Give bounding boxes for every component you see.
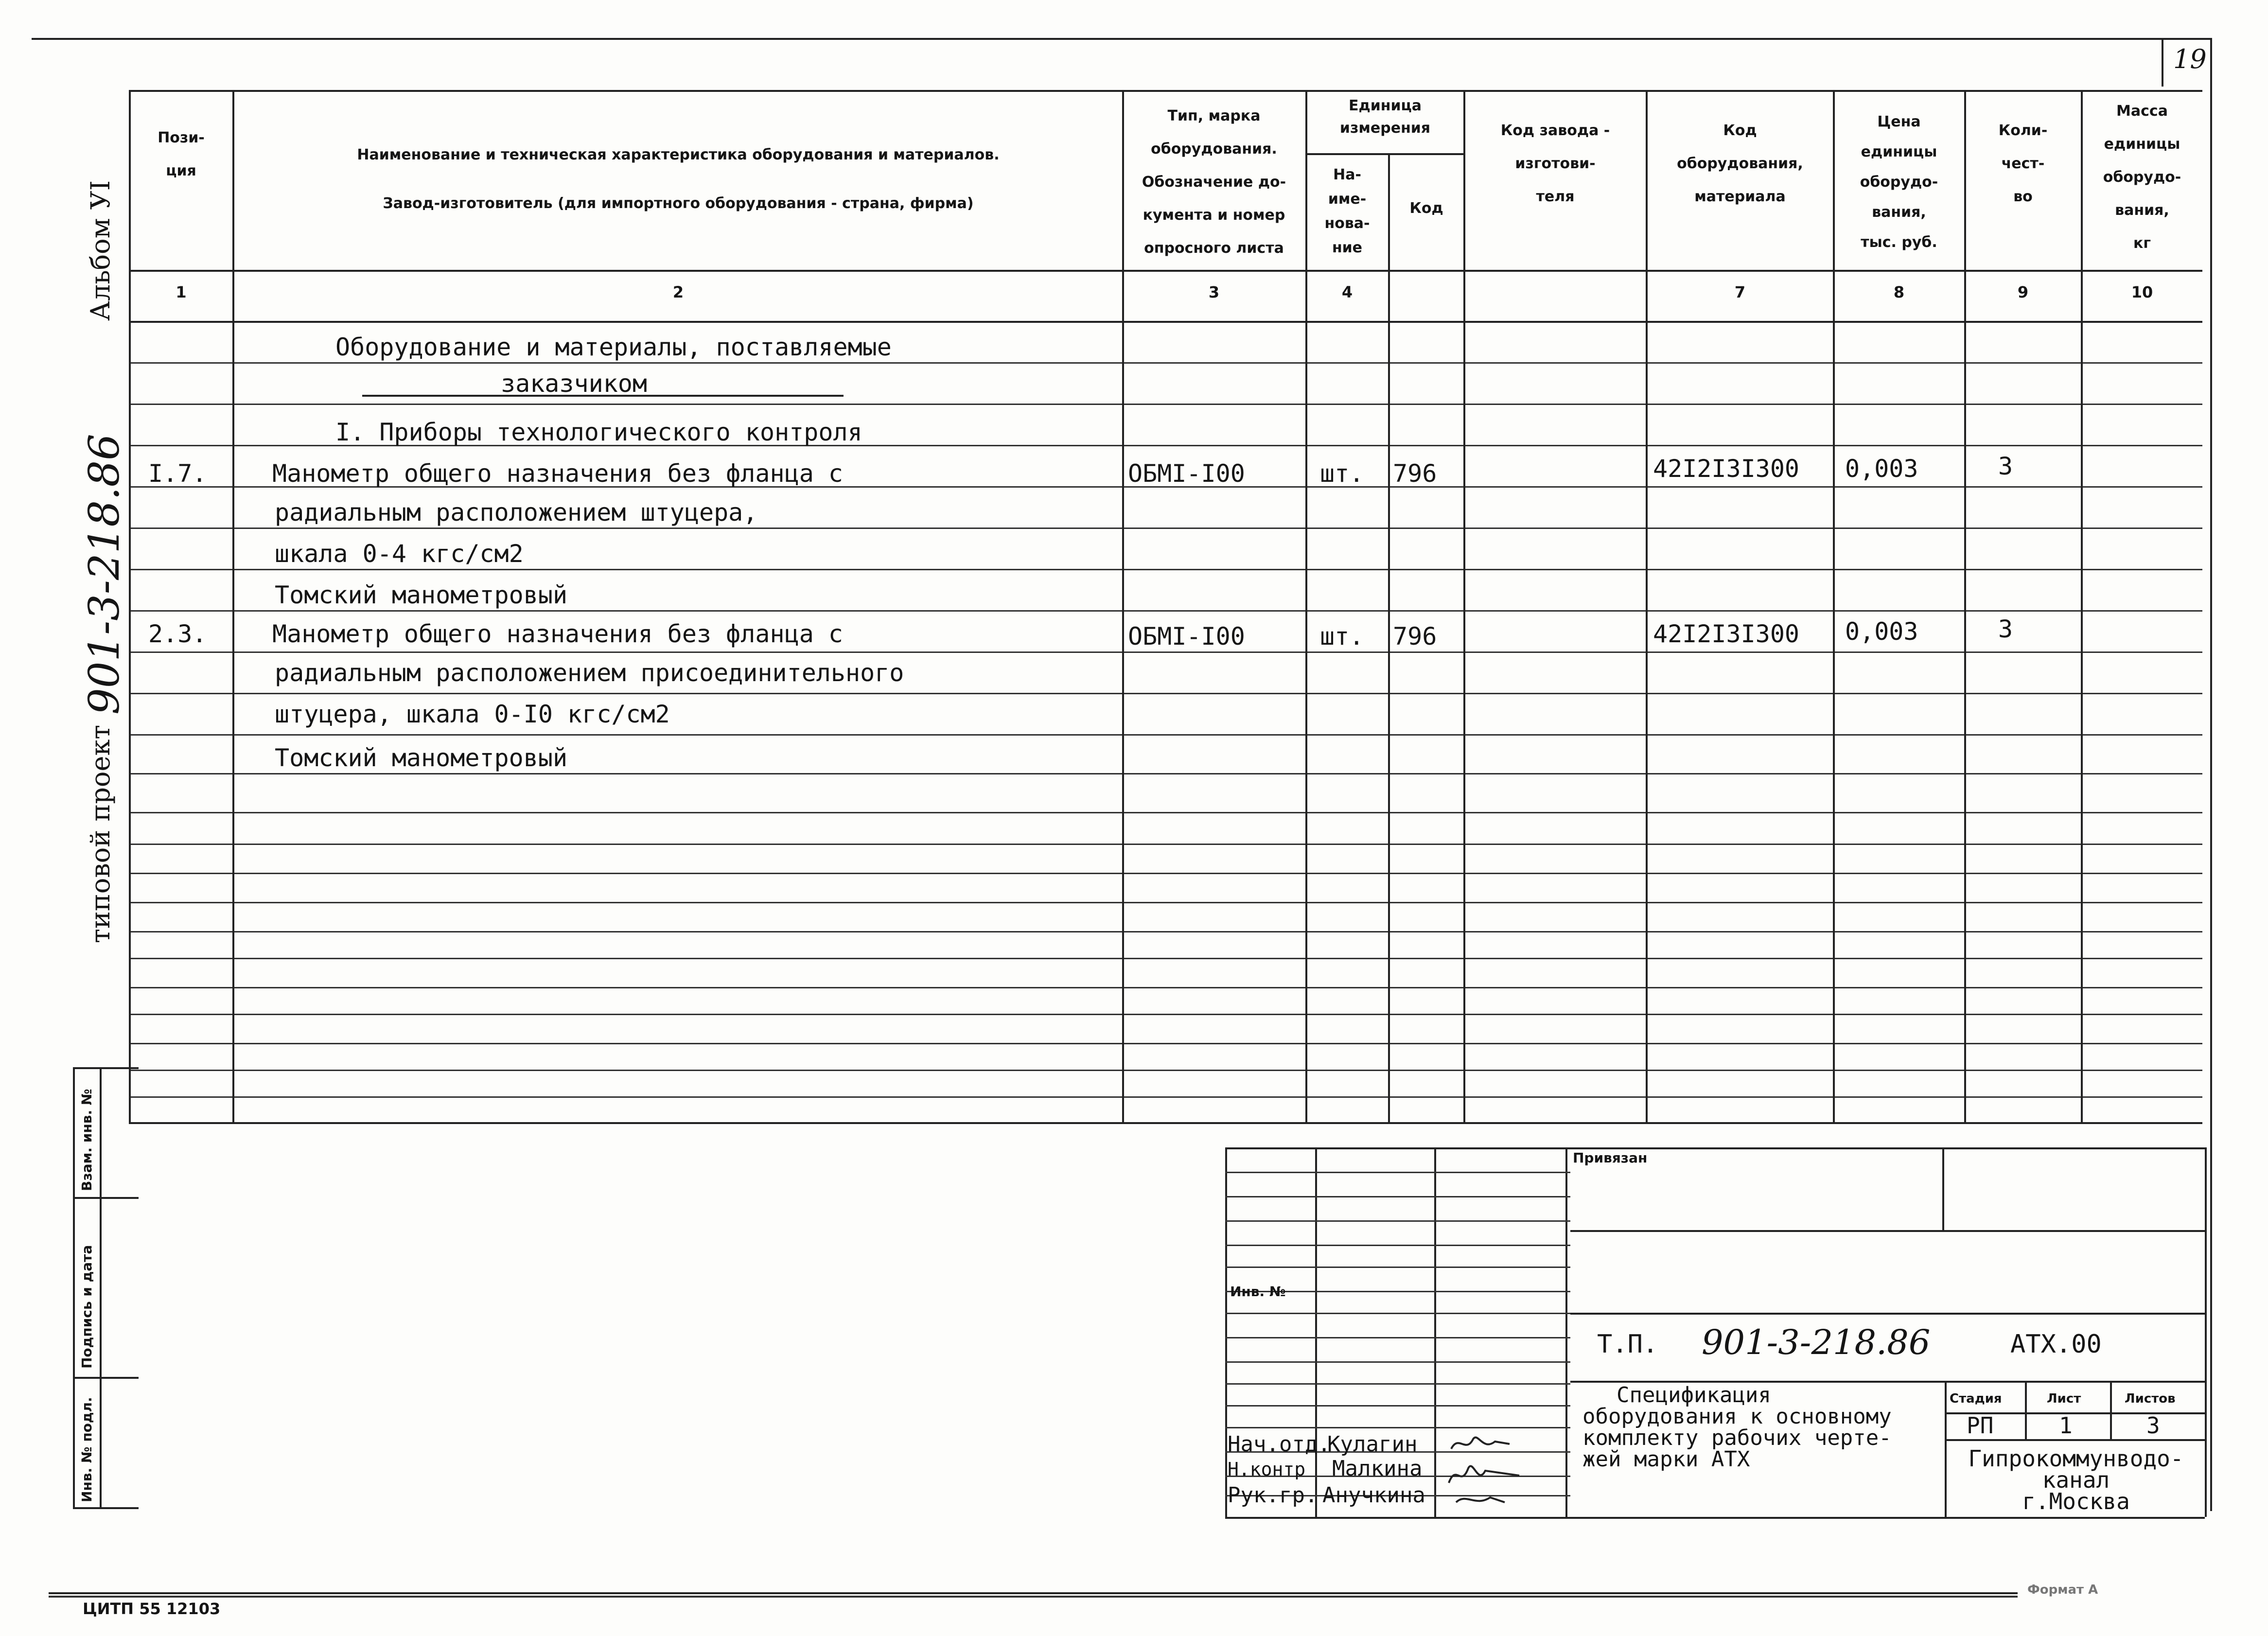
tb-bottom [1225, 1517, 2205, 1519]
table-row-line [129, 1014, 2202, 1015]
col-line-1 [232, 90, 234, 1122]
footer-line [49, 1596, 2018, 1598]
tb-stage-divider [1945, 1381, 1947, 1517]
tb-signer-2-role: Н.контр [1228, 1459, 1306, 1480]
table-row-line [129, 873, 2202, 874]
header-col10: Масса единицы оборудо- вания, кг [2103, 103, 2181, 252]
tb-tp-code: 901-3-218.86 [1702, 1322, 1931, 1362]
col-line-9 [2081, 90, 2083, 1122]
row2-type: ОБМI-I00 [1128, 622, 1245, 651]
tb-row-line [1225, 1405, 1570, 1407]
tb-row-line [1225, 1337, 1570, 1338]
colnum-8: 8 [1893, 283, 1905, 301]
colnum-2: 2 [672, 283, 684, 301]
tb-row-line [1225, 1245, 1570, 1246]
tb-top [1225, 1147, 2205, 1149]
header-col3: Тип, марка оборудования. Обозначение до- кумента и номер опросного листа [1142, 107, 1286, 257]
row1-price: 0,003 [1845, 455, 1918, 483]
signature-marks [1437, 1425, 1563, 1512]
tb-vline-1 [1315, 1147, 1317, 1517]
table-row-line [129, 362, 2202, 364]
table-row-line [129, 1043, 2202, 1044]
colnum-7: 7 [1734, 283, 1746, 301]
side-box-bottom [73, 1507, 139, 1509]
header-col9: Коли- чест- во [1998, 122, 2048, 205]
colnum-9: 9 [2017, 283, 2029, 301]
tb-privyazan-divider [1942, 1147, 1944, 1230]
table-row-line [129, 812, 2202, 813]
tb-row-line [1225, 1267, 1570, 1268]
tb-privyazan-label: Привязан [1573, 1150, 1648, 1166]
header-col1: Пози- ция [158, 129, 205, 179]
tb-row-line [1225, 1196, 1570, 1197]
frame-top [32, 38, 2212, 40]
frame-bottom [49, 1592, 2018, 1594]
tb-sheet: 1 [2059, 1412, 2073, 1439]
colnum-1: 1 [176, 283, 187, 301]
section-title-line1: Оборудование и материалы, поставляемые [335, 333, 892, 361]
colnum-bottom [129, 321, 2202, 323]
row2-quantity: 3 [1998, 615, 2013, 643]
row1-position: I.7. [148, 459, 207, 488]
tb-doc-code: АТХ.00 [2010, 1330, 2102, 1359]
tb-signer-3-role: Рук.гр. [1228, 1483, 1318, 1508]
page-number: 19 [2173, 44, 2207, 74]
col-line-4 [1388, 153, 1390, 1122]
tb-row-line [1225, 1172, 1570, 1173]
table-row-line [129, 987, 2202, 988]
side-box-left [73, 1067, 75, 1507]
table-row-line [129, 958, 2202, 959]
table-top [129, 90, 2202, 92]
frame-right [2210, 38, 2212, 1511]
colnum-3: 3 [1208, 283, 1220, 301]
project-type-label: типовой проект [85, 724, 116, 943]
tb-row-line [1225, 1220, 1570, 1222]
tb-sheet-divider-2 [2110, 1381, 2112, 1439]
row2-line4: Томский манометровый [275, 744, 568, 772]
unit-group-divider [1305, 153, 1463, 155]
tb-tp-top [1570, 1313, 2205, 1315]
row2-line3: штуцера, шкала 0-I0 кгс/см2 [275, 700, 670, 728]
header-col7: Код оборудования, материала [1677, 122, 1803, 205]
side-box-mid [100, 1067, 102, 1507]
header-unit-group: Единица измерения [1339, 97, 1431, 137]
tb-right [2205, 1147, 2207, 1517]
row2-unit: шт. [1320, 622, 1364, 651]
tb-row-line [1225, 1383, 1570, 1385]
tb-sheets-label: Листов [2125, 1391, 2176, 1406]
album-label: Альбом УІ [85, 180, 116, 321]
header-bottom [129, 270, 2202, 272]
tb-left [1225, 1147, 1227, 1517]
side-project-code: 901-3-218.86 [80, 434, 129, 715]
tb-inv-no-label: Инв. № [1230, 1284, 1286, 1300]
colnum-10: 10 [2131, 283, 2153, 301]
tb-signer-1-name: Кулагин [1327, 1432, 1418, 1457]
col-line-8 [1964, 90, 1966, 1122]
table-row-line [129, 693, 2202, 694]
table-row-line [129, 528, 2202, 529]
col-line-7 [1833, 90, 1835, 1122]
table-row-line [129, 773, 2202, 774]
table-bottom [129, 1122, 2202, 1124]
tb-description: Спецификация оборудования к основному комплекту рабочих черте- жей марки АТХ [1582, 1383, 1892, 1472]
footer-left: ЦИТП 55 12103 [83, 1600, 221, 1618]
tb-vline-2 [1434, 1147, 1436, 1517]
table-row-line [129, 734, 2202, 736]
side-podpis-label: Подпись и дата [79, 1245, 95, 1369]
row2-material-code: 42I2I3I300 [1653, 620, 1800, 648]
side-inv-podl-label: Инв. № подл. [79, 1397, 95, 1502]
section-title-line2: заказчиком [501, 369, 648, 398]
table-row-line [129, 844, 2202, 845]
tb-vline-3 [1565, 1147, 1567, 1517]
row1-line1: Манометр общего назначения без фланца с [272, 459, 843, 488]
tb-signer-2-name: Малкина [1332, 1456, 1423, 1481]
side-box-div2 [73, 1377, 139, 1379]
table-row-line [129, 1070, 2202, 1071]
header-col2-line1: Наименование и техническая характеристика оборудования и материалов. [357, 146, 1000, 163]
header-col2-line2: Завод-изготовитель (для импортного оборудования - страна, фирма) [383, 195, 974, 212]
tb-privyazan-bottom [1570, 1230, 2205, 1232]
header-unit-code: Код [1409, 200, 1443, 217]
row1-material-code: 42I2I3I300 [1653, 455, 1800, 483]
colnum-4: 4 [1341, 283, 1353, 301]
header-col6: Код завода - изготови- теля [1500, 122, 1610, 205]
table-row-line [129, 931, 2202, 932]
row2-position: 2.3. [148, 620, 207, 648]
table-row-line [129, 651, 2202, 653]
tb-sheet-divider-1 [2025, 1381, 2027, 1439]
tb-sheet-label: Лист [2047, 1391, 2081, 1406]
tb-stage: РП [1967, 1412, 1994, 1439]
tb-stage-values-bottom [1945, 1439, 2205, 1441]
tb-signer-1-role: Нач.отд. [1228, 1432, 1331, 1457]
footer-right: Формат А [2027, 1583, 2098, 1597]
row2-price: 0,003 [1845, 617, 1918, 646]
tb-row-line [1225, 1361, 1570, 1363]
side-box-div1 [73, 1197, 139, 1199]
side-vzam-label: Взам. инв. № [79, 1089, 95, 1191]
header-unit-name: На- име- нова- ние [1324, 166, 1370, 256]
col-line-3 [1305, 90, 1307, 1122]
tb-row-line [1225, 1313, 1570, 1314]
tb-organization: Гипрокоммунводо- канал г.Москва [1968, 1445, 2184, 1514]
col-line-6 [1646, 90, 1648, 1122]
table-row-line [129, 902, 2202, 903]
row1-line2: радиальным расположением штуцера, [275, 498, 758, 527]
table-row-line [129, 404, 2202, 405]
row1-unit-code: 796 [1393, 459, 1437, 488]
tb-tp-label: Т.П. [1597, 1330, 1658, 1359]
row1-line3: шкала 0-4 кгс/см2 [275, 540, 524, 568]
row2-line2: радиальным расположением присоединительного [275, 659, 904, 687]
row1-type: ОБМI-I00 [1128, 459, 1245, 488]
table-row-line [129, 1096, 2202, 1098]
row1-unit: шт. [1320, 459, 1364, 488]
col-line-5 [1463, 90, 1465, 1122]
page-number-box-left [2162, 38, 2163, 87]
row1-quantity: 3 [1998, 452, 2013, 480]
tb-sheets: 3 [2146, 1412, 2160, 1439]
row2-line1: Манометр общего назначения без фланца с [272, 620, 843, 648]
tb-stage-label: Стадия [1950, 1391, 2002, 1406]
row1-line4: Томский манометровый [275, 581, 568, 609]
subsection-title: I. Приборы технологического контроля [335, 418, 862, 446]
header-col8: Цена единицы оборудо- вания, тыс. руб. [1860, 113, 1938, 251]
row2-unit-code: 796 [1393, 622, 1437, 651]
table-row-line [129, 610, 2202, 612]
table-row-line [129, 569, 2202, 570]
col-line-0 [129, 90, 131, 1122]
tb-signer-3-name: Анучкина [1322, 1483, 1425, 1508]
